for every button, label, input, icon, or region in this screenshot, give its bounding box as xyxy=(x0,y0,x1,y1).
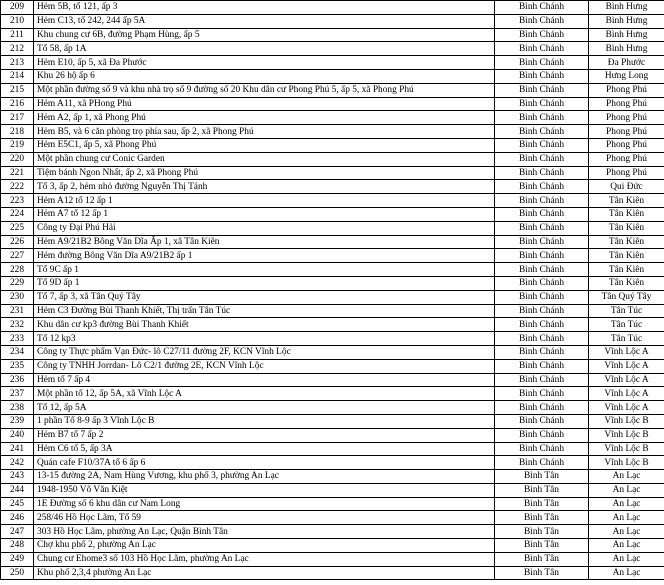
table-row xyxy=(1,511,664,525)
address-cell: Hẻm C13, tổ 242, 244 ấp 5A xyxy=(34,14,495,28)
address-cell: Khu 26 hộ ấp 6 xyxy=(34,69,495,83)
table-row xyxy=(1,69,664,83)
row-number-cell: 237 xyxy=(1,387,34,401)
table-row xyxy=(1,359,664,373)
address-cell: Khu phố 2,3,4 phường An Lạc xyxy=(34,566,495,580)
address-cell: Công ty Đại Phú Hải xyxy=(34,221,495,235)
table-row xyxy=(1,180,664,194)
ward-cell: Đa Phước xyxy=(589,56,664,70)
address-cell: 13-15 đường 2A, Nam Hùng Vương, khu phố 3, phường An Lạc xyxy=(34,470,495,484)
address-cell: Hẻm B5, và 6 căn phòng trọ phía sau, ấp 2, xã Phong Phú xyxy=(34,125,495,139)
ward-cell: Tân Quý Tây xyxy=(589,290,664,304)
address-cell: Hẻm E10, ấp 5, xã Đa Phước xyxy=(34,56,495,70)
district-cell: Bình Chánh xyxy=(495,276,589,290)
ward-cell: An Lạc xyxy=(589,525,664,539)
row-number-cell: 248 xyxy=(1,539,34,553)
table-row xyxy=(1,387,664,401)
ward-cell: Tân Túc xyxy=(589,304,664,318)
district-cell: Bình Chánh xyxy=(495,152,589,166)
address-cell: Khu chung cư 6B, đường Phạm Hùng, ấp 5 xyxy=(34,28,495,42)
district-cell: Bình Chánh xyxy=(495,125,589,139)
ward-cell: Vĩnh Lộc A xyxy=(589,373,664,387)
address-cell: Một phần tổ 12, ấp 5A, xã Vĩnh Lộc A xyxy=(34,387,495,401)
ward-cell: Tân Kiên xyxy=(589,194,664,208)
district-cell: Bình Tân xyxy=(495,497,589,511)
ward-cell: Phong Phú xyxy=(589,152,664,166)
row-number-cell: 231 xyxy=(1,304,34,318)
table-row xyxy=(1,166,664,180)
row-number-cell: 241 xyxy=(1,442,34,456)
row-number-cell: 209 xyxy=(1,1,34,15)
table-row xyxy=(1,42,664,56)
ward-cell: Vĩnh Lộc B xyxy=(589,428,664,442)
row-number-cell: 224 xyxy=(1,207,34,221)
table-row xyxy=(1,194,664,208)
ward-cell: Tân Kiên xyxy=(589,235,664,249)
table-row xyxy=(1,28,664,42)
district-cell: Bình Chánh xyxy=(495,414,589,428)
row-number-cell: 217 xyxy=(1,111,34,125)
ward-cell: Vĩnh Lộc A xyxy=(589,345,664,359)
address-cell: Hẻm B7 tổ 7 ấp 2 xyxy=(34,428,495,442)
ward-cell: Bình Hưng xyxy=(589,1,664,15)
ward-cell: Bình Hưng xyxy=(589,14,664,28)
table-row xyxy=(1,235,664,249)
ward-cell: Vĩnh Lộc A xyxy=(589,387,664,401)
ward-cell: Vĩnh Lộc B xyxy=(589,456,664,470)
district-cell: Bình Tân xyxy=(495,483,589,497)
address-cell: Hẻm 5B, tổ 121, ấp 3 xyxy=(34,1,495,15)
row-number-cell: 235 xyxy=(1,359,34,373)
ward-cell: Phong Phú xyxy=(589,97,664,111)
district-cell: Bình Chánh xyxy=(495,442,589,456)
ward-cell: Tân Kiên xyxy=(589,221,664,235)
ward-cell: Phong Phú xyxy=(589,138,664,152)
address-cell: Một phần chung cư Conic Garden xyxy=(34,152,495,166)
address-cell: Một phần đường số 9 và khu nhà trọ số 9 đường số 20 Khu dân cư Phong Phú 5, ấp 5, xã Phong Phú xyxy=(34,83,495,97)
ward-cell: An Lạc xyxy=(589,483,664,497)
address-cell: Quán cafe F10/37A tổ 6 ấp 6 xyxy=(34,456,495,470)
row-number-cell: 247 xyxy=(1,525,34,539)
ward-cell: Tân Kiên xyxy=(589,249,664,263)
row-number-cell: 218 xyxy=(1,125,34,139)
district-cell: Bình Chánh xyxy=(495,304,589,318)
district-cell: Bình Chánh xyxy=(495,83,589,97)
district-cell: Bình Chánh xyxy=(495,14,589,28)
table-row xyxy=(1,345,664,359)
table-row xyxy=(1,56,664,70)
row-number-cell: 211 xyxy=(1,28,34,42)
row-number-cell: 246 xyxy=(1,511,34,525)
district-cell: Bình Chánh xyxy=(495,194,589,208)
ward-cell: Qui Đức xyxy=(589,180,664,194)
district-cell: Bình Chánh xyxy=(495,138,589,152)
district-cell: Bình Chánh xyxy=(495,332,589,346)
table-row xyxy=(1,276,664,290)
ward-cell: Vĩnh Lộc B xyxy=(589,414,664,428)
district-cell: Bình Chánh xyxy=(495,290,589,304)
row-number-cell: 242 xyxy=(1,456,34,470)
row-number-cell: 223 xyxy=(1,194,34,208)
table-row xyxy=(1,470,664,484)
table-body xyxy=(1,1,664,580)
table-row xyxy=(1,414,664,428)
table-row xyxy=(1,125,664,139)
table-row xyxy=(1,290,664,304)
district-cell: Bình Chánh xyxy=(495,401,589,415)
address-cell: Hẻm A12 tổ 12 ấp 1 xyxy=(34,194,495,208)
district-cell: Bình Chánh xyxy=(495,235,589,249)
row-number-cell: 236 xyxy=(1,373,34,387)
district-cell: Bình Chánh xyxy=(495,373,589,387)
district-cell: Bình Chánh xyxy=(495,456,589,470)
row-number-cell: 219 xyxy=(1,138,34,152)
row-number-cell: 227 xyxy=(1,249,34,263)
district-cell: Bình Chánh xyxy=(495,263,589,277)
ward-cell: Tân Túc xyxy=(589,332,664,346)
row-number-cell: 210 xyxy=(1,14,34,28)
ward-cell: Tân Túc xyxy=(589,318,664,332)
table-row xyxy=(1,14,664,28)
district-cell: Bình Chánh xyxy=(495,180,589,194)
address-cell: Tổ 7, ấp 3, xã Tân Quý Tây xyxy=(34,290,495,304)
table-row xyxy=(1,138,664,152)
ward-cell: Vĩnh Lộc A xyxy=(589,359,664,373)
district-cell: Bình Tân xyxy=(495,539,589,553)
table-row xyxy=(1,318,664,332)
address-cell: Khu dân cư kp3 đường Bùi Thanh Khiết xyxy=(34,318,495,332)
row-number-cell: 244 xyxy=(1,483,34,497)
row-number-cell: 238 xyxy=(1,401,34,415)
ward-cell: An Lạc xyxy=(589,470,664,484)
district-cell: Bình Chánh xyxy=(495,249,589,263)
district-cell: Bình Chánh xyxy=(495,56,589,70)
address-cell: Tổ 9C ấp 1 xyxy=(34,263,495,277)
row-number-cell: 250 xyxy=(1,566,34,580)
address-cell: Tổ 3, ấp 2, hẻm nhỏ đường Nguyễn Thị Tánh xyxy=(34,180,495,194)
table-row xyxy=(1,483,664,497)
table-row xyxy=(1,566,664,580)
district-cell: Bình Tân xyxy=(495,525,589,539)
row-number-cell: 228 xyxy=(1,263,34,277)
table-row xyxy=(1,221,664,235)
address-cell: Tổ 58, ấp 1A xyxy=(34,42,495,56)
table-row xyxy=(1,539,664,553)
address-cell: Công ty Thực phẩm Vạn Đức- lô C27/11 đường 2F, KCN Vĩnh Lộc xyxy=(34,345,495,359)
district-cell: Bình Chánh xyxy=(495,345,589,359)
district-cell: Bình Tân xyxy=(495,552,589,566)
table-row xyxy=(1,401,664,415)
table-row xyxy=(1,456,664,470)
table-row xyxy=(1,207,664,221)
row-number-cell: 212 xyxy=(1,42,34,56)
row-number-cell: 233 xyxy=(1,332,34,346)
district-cell: Bình Chánh xyxy=(495,42,589,56)
table-row xyxy=(1,428,664,442)
row-number-cell: 220 xyxy=(1,152,34,166)
district-cell: Bình Chánh xyxy=(495,1,589,15)
row-number-cell: 230 xyxy=(1,290,34,304)
address-cell: Tổ 12, ấp 5A xyxy=(34,401,495,415)
table-row xyxy=(1,111,664,125)
district-cell: Bình Chánh xyxy=(495,359,589,373)
table-row xyxy=(1,304,664,318)
row-number-cell: 215 xyxy=(1,83,34,97)
ward-cell: Phong Phú xyxy=(589,166,664,180)
district-cell: Bình Chánh xyxy=(495,428,589,442)
district-cell: Bình Chánh xyxy=(495,111,589,125)
district-cell: Bình Tân xyxy=(495,470,589,484)
table-row xyxy=(1,442,664,456)
row-number-cell: 239 xyxy=(1,414,34,428)
row-number-cell: 245 xyxy=(1,497,34,511)
address-cell: Tổ 12 kp3 xyxy=(34,332,495,346)
table-row xyxy=(1,525,664,539)
district-cell: Bình Chánh xyxy=(495,69,589,83)
row-number-cell: 249 xyxy=(1,552,34,566)
address-cell: Hẻm C3 Đường Bùi Thanh Khiết, Thị trấn Tân Túc xyxy=(34,304,495,318)
row-number-cell: 243 xyxy=(1,470,34,484)
address-cell: Công ty TNHH Jorrdan- Lô C2/1 đường 2E, KCN Vĩnh Lộc xyxy=(34,359,495,373)
row-number-cell: 225 xyxy=(1,221,34,235)
ward-cell: Tân Kiên xyxy=(589,263,664,277)
table-row xyxy=(1,263,664,277)
row-number-cell: 226 xyxy=(1,235,34,249)
ward-cell: An Lạc xyxy=(589,566,664,580)
address-cell: 258/46 Hồ Học Lãm, Tổ 59 xyxy=(34,511,495,525)
ward-cell: Hưng Long xyxy=(589,69,664,83)
district-cell: Bình Chánh xyxy=(495,97,589,111)
row-number-cell: 221 xyxy=(1,166,34,180)
address-cell: 1 phần Tổ 8-9 ấp 3 Vĩnh Lộc B xyxy=(34,414,495,428)
table-row xyxy=(1,83,664,97)
row-number-cell: 222 xyxy=(1,180,34,194)
address-cell: Hẻm đường Bông Văn Dĩa A9/21B2 ấp 1 xyxy=(34,249,495,263)
address-cell: Tổ 9D ấp 1 xyxy=(34,276,495,290)
row-number-cell: 234 xyxy=(1,345,34,359)
ward-cell: Tân Kiên xyxy=(589,207,664,221)
row-number-cell: 214 xyxy=(1,69,34,83)
address-cell: Tiệm bánh Ngon Nhất, ấp 2, xã Phong Phú xyxy=(34,166,495,180)
ward-cell: An Lạc xyxy=(589,552,664,566)
ward-cell: Phong Phú xyxy=(589,125,664,139)
address-cell: 303 Hồ Học Lãm, phường An Lạc, Quận Bình Tân xyxy=(34,525,495,539)
district-cell: Bình Chánh xyxy=(495,387,589,401)
row-number-cell: 229 xyxy=(1,276,34,290)
ward-cell: Vĩnh Lộc A xyxy=(589,401,664,415)
ward-cell: An Lạc xyxy=(589,497,664,511)
address-cell: Chung cư Ehome3 số 103 Hồ Học Lãm, phường An Lạc xyxy=(34,552,495,566)
table-row xyxy=(1,552,664,566)
address-cell: Hẻm tổ 7 ấp 4 xyxy=(34,373,495,387)
address-cell: Hẻm A11, xã PHong Phú xyxy=(34,97,495,111)
district-cell: Bình Chánh xyxy=(495,28,589,42)
table-row xyxy=(1,249,664,263)
ward-cell: An Lạc xyxy=(589,511,664,525)
ward-cell: Tân Kiên xyxy=(589,276,664,290)
table-row xyxy=(1,497,664,511)
address-cell: Chợ khu phố 2, phường An Lạc xyxy=(34,539,495,553)
district-cell: Bình Tân xyxy=(495,566,589,580)
ward-cell: Bình Hưng xyxy=(589,28,664,42)
ward-cell: Vĩnh Lộc B xyxy=(589,442,664,456)
address-cell: Hẻm A7 tổ 12 ấp 1 xyxy=(34,207,495,221)
address-cell: Hẻm A9/21B2 Bông Văn Dĩa Ấp 1, xã Tân Kiên xyxy=(34,235,495,249)
district-cell: Bình Chánh xyxy=(495,318,589,332)
table-row xyxy=(1,152,664,166)
ward-cell: Bình Hưng xyxy=(589,42,664,56)
row-number-cell: 216 xyxy=(1,97,34,111)
row-number-cell: 232 xyxy=(1,318,34,332)
row-number-cell: 213 xyxy=(1,56,34,70)
table-row xyxy=(1,373,664,387)
table-row xyxy=(1,1,664,15)
district-cell: Bình Chánh xyxy=(495,207,589,221)
address-cell: Hẻm E5C1, ấp 5, xã Phong Phú xyxy=(34,138,495,152)
district-cell: Bình Chánh xyxy=(495,221,589,235)
district-cell: Bình Tân xyxy=(495,511,589,525)
district-cell: Bình Chánh xyxy=(495,166,589,180)
address-cell: 1E Đường số 6 khu dân cư Nam Long xyxy=(34,497,495,511)
table-row xyxy=(1,97,664,111)
table-row xyxy=(1,332,664,346)
address-cell: Hẻm C6 tổ 5, ấp 3A xyxy=(34,442,495,456)
row-number-cell: 240 xyxy=(1,428,34,442)
ward-cell: Phong Phú xyxy=(589,83,664,97)
ward-cell: An Lạc xyxy=(589,539,664,553)
address-cell: Hẻm A2, ấp 1, xã Phong Phú xyxy=(34,111,495,125)
ward-cell: Phong Phú xyxy=(589,111,664,125)
address-cell: 1948-1950 Võ Văn Kiệt xyxy=(34,483,495,497)
